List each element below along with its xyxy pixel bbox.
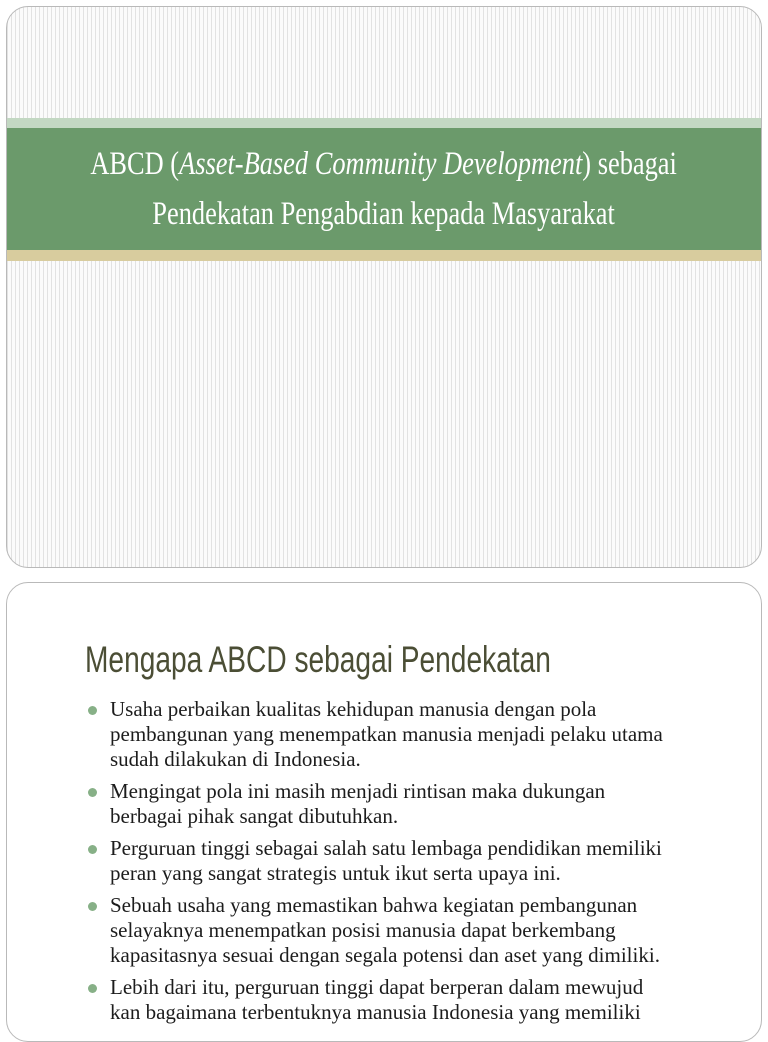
title-band-bottom-stripe <box>7 250 761 261</box>
title-line-1: ABCD (Asset-Based Community Development) sebagai <box>90 146 678 182</box>
bullet-item: Sebuah usaha yang memastikan bahwa kegiatan pembangunan selayaknya menempatkan posisi manusia dapat berkembang kapasitasnya sesuai dengan segala potensi dan aset yang dimiliki. <box>87 893 727 968</box>
bullet-item: Mengingat pola ini masih menjadi rintisan maka dukungan berbagai pihak sangat dibutuhkan. <box>87 779 727 829</box>
title-band <box>7 128 761 250</box>
bullet-item: Usaha perbaikan kualitas kehidupan manusia dengan pola pembangunan yang menempatkan manusia menjadi pelaku utama sudah dilakukan di Indonesia. <box>87 697 727 772</box>
bullet-dot-icon <box>88 845 97 854</box>
title-band-top-stripe <box>7 118 761 128</box>
bullet-item: Perguruan tinggi sebagai salah satu lembaga pendidikan memiliki peran yang sangat strategis untuk ikut serta upaya ini. <box>87 836 727 886</box>
bullet-dot-icon <box>88 788 97 797</box>
content-slide <box>6 582 762 1042</box>
bullet-item: Lebih dari itu, perguruan tinggi dapat berperan dalam mewujud kan bagaimana terbentuknya manusia Indonesia yang memiliki <box>87 975 727 1025</box>
slide-title <box>91 139 678 239</box>
bullet-dot-icon <box>88 902 97 911</box>
bullet-dot-icon <box>88 984 97 993</box>
title-line-2: Pendekatan Pengabdian kepada Masyarakat <box>152 196 616 232</box>
bullet-dot-icon <box>88 706 97 715</box>
bullet-list <box>87 697 727 1032</box>
title-slide <box>6 6 762 568</box>
slide-heading: Mengapa ABCD sebagai Pendekatan <box>85 639 551 680</box>
